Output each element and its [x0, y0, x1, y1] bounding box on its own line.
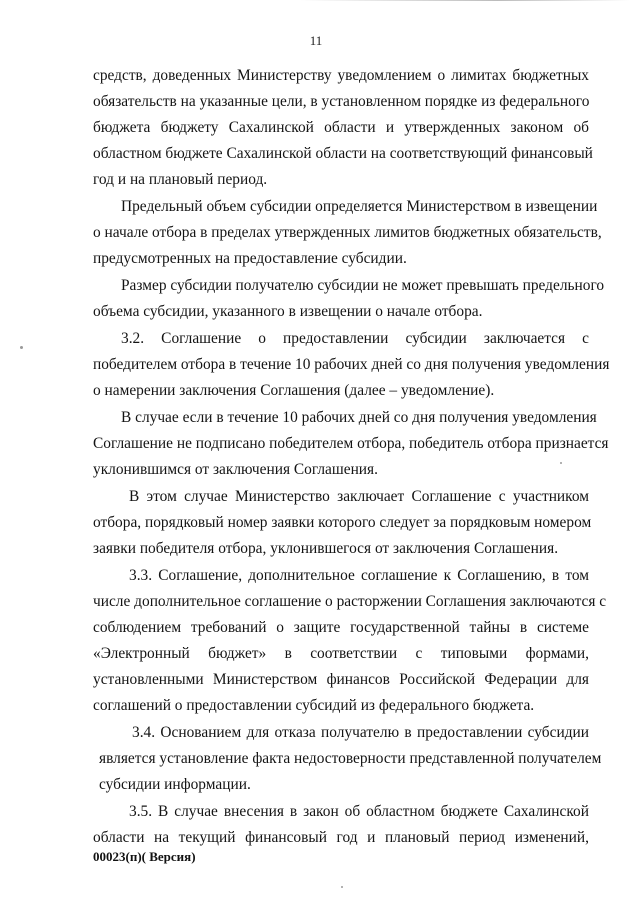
document-version-footer: 00023(п)( Версия) — [93, 849, 196, 864]
text-line: отбора, порядковый номер заявки которого следует за порядковым номером — [93, 514, 592, 531]
scan-speck — [560, 462, 562, 464]
scan-speck — [20, 346, 23, 349]
text-line: о начале отбора в пределах утвержденных лимитов бюджетных обязательств, — [93, 224, 602, 241]
text-line: средств, доведенных Министерству уведомлением о лимитах бюджетных — [93, 67, 589, 84]
text-line: числе дополнительное соглашение о расторжении Соглашения заключаются с — [93, 593, 607, 610]
scan-edge — [300, 0, 630, 1]
text-line: субсидии информации. — [99, 776, 251, 793]
text-line: установленными Министерством финансов Российской Федерации для — [93, 671, 589, 688]
text-line: о намерении заключения Соглашения (далее – уведомление). — [93, 382, 495, 399]
text-line: заявки победителя отбора, уклонившегося от заключения Соглашения. — [93, 540, 559, 557]
text-line: победителем отбора в течение 10 рабочих дней со дня получения уведомления — [93, 356, 610, 373]
text-line: В этом случае Министерство заключает Соглашение с участником — [129, 488, 589, 505]
text-line: является установление факта недостоверности представленной получателем — [99, 750, 602, 767]
text-line: 3.5. В случае внесения в закон об областном бюджете Сахалинской — [129, 803, 589, 820]
text-line: соглашений о предоставлении субсидий из федерального бюджета. — [93, 697, 535, 714]
text-line: 3.3. Соглашение, дополнительное соглашение к Соглашению, в том — [129, 567, 589, 584]
text-line: предусмотренных на предоставление субсидии. — [93, 250, 407, 267]
text-line: Соглашение не подписано победителем отбора, победитель отбора признается — [93, 435, 609, 452]
text-line: В случае если в течение 10 рабочих дней со дня получения уведомления — [121, 409, 597, 426]
text-line: области на текущий финансовый год и плановый период изменений, — [93, 829, 589, 846]
text-line: 3.2. Соглашение о предоставлении субсидии заключается с — [121, 330, 589, 347]
text-line: 3.4. Основанием для отказа получателю в предоставлении субсидии — [132, 724, 589, 741]
text-line: «Электронный бюджет» в соответствии с типовыми формами, — [93, 645, 589, 662]
text-line: уклонившимся от заключения Соглашения. — [93, 461, 378, 478]
scan-speck — [341, 886, 343, 888]
page-number: 11 — [309, 33, 323, 48]
text-line: Предельный объем субсидии определяется Министерством в извещении — [121, 198, 598, 215]
text-line: соблюдением требований о защите государственной тайны в системе — [93, 619, 589, 636]
text-line: областном бюджете Сахалинской области на соответствующий финансовый — [93, 145, 593, 162]
text-line: объема субсидии, указанного в извещении о начале отбора. — [93, 303, 483, 320]
text-line: Размер субсидии получателю субсидии не может превышать предельного — [121, 277, 605, 294]
text-line: год и на плановый период. — [93, 171, 268, 188]
text-line: бюджета бюджету Сахалинской области и утвержденных законом об — [93, 119, 589, 136]
text-line: обязательств на указанные цели, в установленном порядке из федерального — [93, 93, 590, 110]
